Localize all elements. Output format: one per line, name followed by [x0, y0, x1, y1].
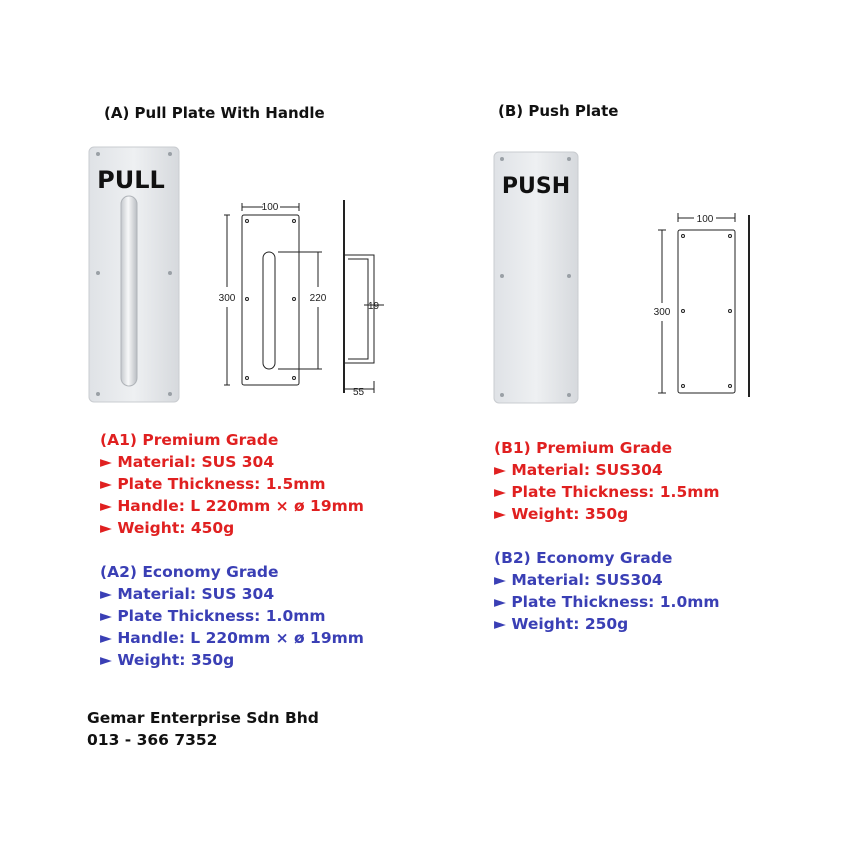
company-info [87, 707, 319, 751]
pull-plate-drawing [212, 195, 387, 405]
spec-item: ► Material: SUS 304 [100, 453, 275, 471]
push-plate-label: PUSH [501, 174, 571, 199]
spec-item: ► Material: SUS 304 [100, 585, 275, 603]
spec-item: ► Plate Thickness: 1.0mm [494, 593, 720, 611]
grade-heading: (B2) Economy Grade [494, 549, 673, 567]
grade-heading: (A2) Economy Grade [100, 563, 279, 581]
pull-handle-dia-dim: 19 [368, 301, 380, 312]
pull-height-dim: 300 [218, 293, 236, 304]
push-plate-drawing [650, 205, 760, 400]
spec-item: ► Plate Thickness: 1.5mm [494, 483, 720, 501]
spec-item: ► Material: SUS304 [494, 461, 663, 479]
grade-heading: (A1) Premium Grade [100, 431, 279, 449]
grade-heading: (B1) Premium Grade [494, 439, 673, 457]
push-height-dim: 300 [653, 307, 671, 318]
pull-plate-image [88, 146, 180, 404]
pull-width-dim: 100 [261, 202, 279, 213]
spec-item: ► Handle: L 220mm × ø 19mm [100, 629, 364, 647]
push-width-dim: 100 [696, 214, 714, 225]
spec-item: ► Handle: L 220mm × ø 19mm [100, 497, 364, 515]
spec-item: ► Weight: 350g [494, 505, 629, 523]
spec-item: ► Plate Thickness: 1.0mm [100, 607, 326, 625]
spec-item: ► Weight: 250g [494, 615, 629, 633]
company-phone: 013 - 366 7352 [87, 731, 218, 749]
spec-item: ► Plate Thickness: 1.5mm [100, 475, 326, 493]
pull-handle-length-dim: 220 [309, 293, 327, 304]
push-economy-specs [494, 547, 720, 635]
push-plate-image [493, 151, 579, 405]
spec-item: ► Weight: 350g [100, 651, 235, 669]
pull-plate-label: PULL [97, 166, 165, 194]
push-plate-title: (B) Push Plate [498, 102, 619, 120]
spec-item: ► Material: SUS304 [494, 571, 663, 589]
spec-item: ► Weight: 450g [100, 519, 235, 537]
pull-projection-dim: 55 [353, 387, 365, 398]
pull-economy-specs [100, 561, 364, 671]
pull-plate-title: (A) Pull Plate With Handle [104, 104, 325, 122]
pull-premium-specs [100, 429, 364, 539]
company-name: Gemar Enterprise Sdn Bhd [87, 709, 319, 727]
push-premium-specs [494, 437, 720, 525]
